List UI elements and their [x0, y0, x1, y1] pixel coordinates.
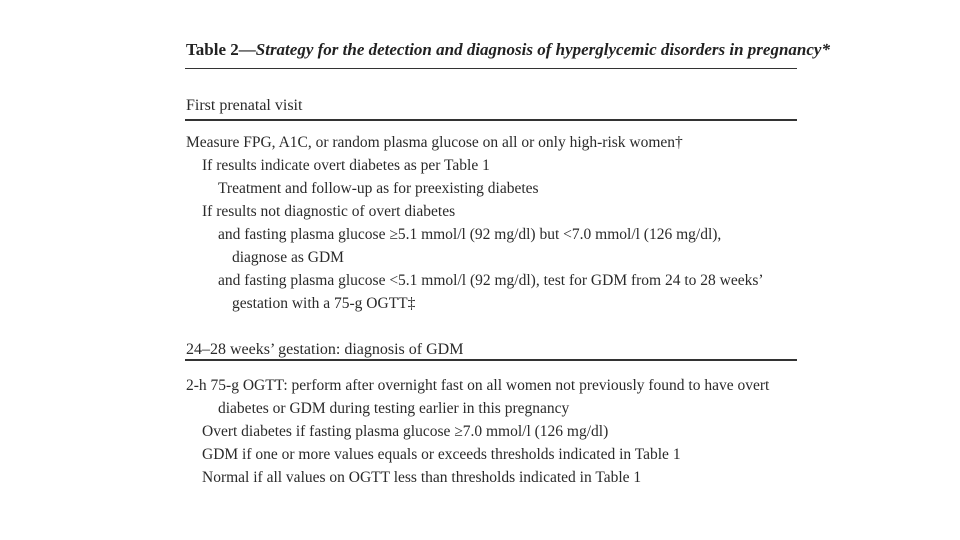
table-title-caption: Strategy for the detection and diagnosis of hyperglycemic disorders in pregnancy* — [255, 40, 830, 59]
section-2-line: Overt diabetes if fasting plasma glucose ≥7.0 mmol/l (126 mg/dl) — [202, 423, 609, 440]
section-1-line: diagnose as GDM — [232, 249, 344, 266]
section-1-line: gestation with a 75-g OGTT‡ — [232, 295, 416, 312]
section-2-line: GDM if one or more values equals or exceeds thresholds indicated in Table 1 — [202, 446, 681, 463]
section-1-line: Measure FPG, A1C, or random plasma glucose on all or only high-risk women† — [186, 134, 683, 151]
title-rule — [185, 68, 797, 69]
section-1-line: Treatment and follow-up as for preexisting diabetes — [218, 180, 539, 197]
section-1-line: and fasting plasma glucose <5.1 mmol/l (92 mg/dl), test for GDM from 24 to 28 weeks’ — [218, 272, 764, 289]
section-2-line: diabetes or GDM during testing earlier in this pregnancy — [218, 400, 570, 417]
section-1-line: If results indicate overt diabetes as per Table 1 — [202, 157, 490, 174]
section-rule-24-28-weeks — [185, 359, 797, 361]
table-title-number: Table 2— — [186, 40, 256, 59]
section-1-line: and fasting plasma glucose ≥5.1 mmol/l (92 mg/dl) but <7.0 mmol/l (126 mg/dl), — [218, 226, 722, 243]
section-2-line: 2-h 75-g OGTT: perform after overnight fast on all women not previously found to have overt — [186, 377, 770, 394]
section-rule-first-prenatal-visit — [185, 119, 797, 121]
section-heading-24-28-weeks: 24–28 weeks’ gestation: diagnosis of GDM — [186, 341, 464, 358]
section-2-line: Normal if all values on OGTT less than thresholds indicated in Table 1 — [202, 469, 642, 486]
table-title — [186, 40, 830, 60]
section-heading-first-prenatal-visit: First prenatal visit — [186, 97, 303, 114]
section-1-line: If results not diagnostic of overt diabetes — [202, 203, 456, 220]
